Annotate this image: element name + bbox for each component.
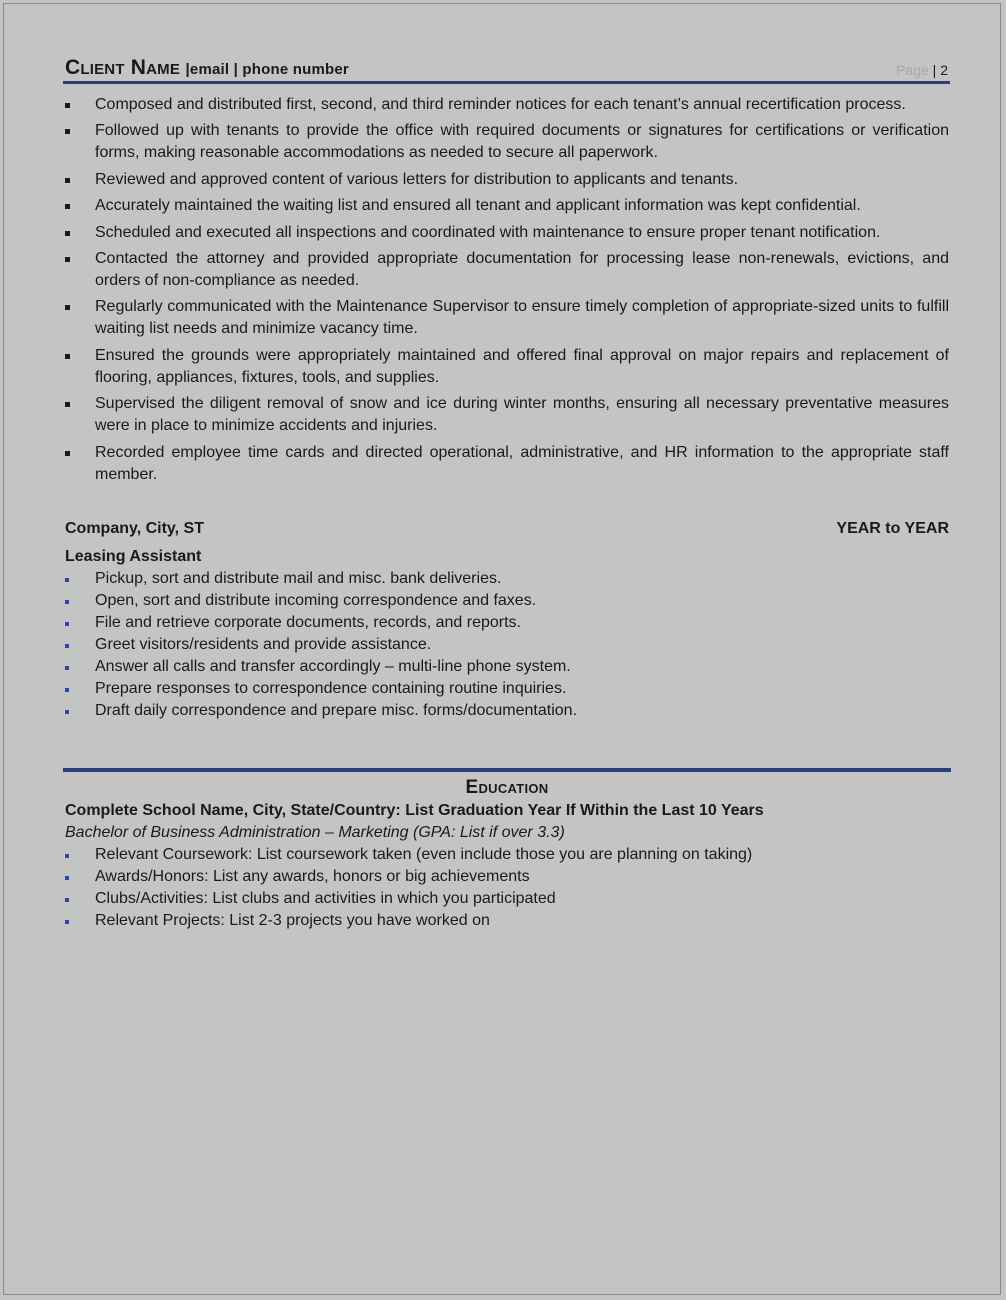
page-header xyxy=(63,56,950,84)
bullet-icon xyxy=(65,204,70,209)
section-divider xyxy=(63,768,951,772)
job1-bullet-list xyxy=(65,94,949,486)
list-item: Recorded employee time cards and directed operational, administrative, and HR information to the appropriate staff member. xyxy=(65,442,949,486)
client-name: Client Name xyxy=(65,56,181,79)
page-label: Page xyxy=(896,62,929,78)
bullet-icon xyxy=(65,257,70,262)
bullet-icon xyxy=(65,231,70,236)
bullet-icon xyxy=(65,578,69,582)
bullet-icon xyxy=(65,644,69,648)
degree-line: Bachelor of Business Administration – Marketing (GPA: List if over 3.3) xyxy=(65,824,565,841)
list-item: Ensured the grounds were appropriately maintained and offered final approval on major repairs and replacement of flooring, appliances, fixtures, tools, and supplies. xyxy=(65,345,949,389)
list-item: Draft daily correspondence and prepare misc. forms/documentation. xyxy=(65,700,949,722)
page-number-value: 2 xyxy=(940,62,948,78)
list-item: Clubs/Activities: List clubs and activities in which you participated xyxy=(65,888,949,910)
bullet-icon xyxy=(65,178,70,183)
list-item: Scheduled and executed all inspections and coordinated with maintenance to ensure proper tenant notification. xyxy=(65,222,949,244)
list-item: Reviewed and approved content of various letters for distribution to applicants and tenants. xyxy=(65,169,949,191)
bullet-icon xyxy=(65,710,69,714)
bullet-icon xyxy=(65,305,70,310)
bullet-icon xyxy=(65,688,69,692)
bullet-icon xyxy=(65,402,70,407)
school-line: Complete School Name, City, State/Country: List Graduation Year If Within the Last 10 Years xyxy=(65,802,764,819)
education-bullet-list xyxy=(65,844,949,932)
list-item: Relevant Coursework: List coursework taken (even include those you are planning on taking) xyxy=(65,844,949,866)
page-number xyxy=(896,62,948,78)
education-section xyxy=(65,800,949,932)
job2-company-row xyxy=(65,518,949,540)
resume-page xyxy=(3,3,1001,1295)
list-item: Supervised the diligent removal of snow and ice during winter months, ensuring all necessary preventative measures were in place to minimize accidents and injuries. xyxy=(65,393,949,437)
list-item: Accurately maintained the waiting list and ensured all tenant and applicant information was kept confidential. xyxy=(65,195,949,217)
job2-section xyxy=(65,518,949,722)
employment-dates: YEAR to YEAR xyxy=(836,520,949,537)
bullet-icon xyxy=(65,898,69,902)
bullet-icon xyxy=(65,600,69,604)
list-item: Greet visitors/residents and provide assistance. xyxy=(65,634,949,656)
job-title: Leasing Assistant xyxy=(65,548,202,565)
list-item: Awards/Honors: List any awards, honors or big achievements xyxy=(65,866,949,888)
list-item: Relevant Projects: List 2-3 projects you have worked on xyxy=(65,910,949,932)
bullet-icon xyxy=(65,622,69,626)
job1-duties xyxy=(65,94,949,490)
page-separator: | xyxy=(928,62,941,78)
bullet-icon xyxy=(65,920,69,924)
bullet-icon xyxy=(65,854,69,858)
list-item: Composed and distributed first, second, and third reminder notices for each tenant’s annual recertification process. xyxy=(65,94,949,116)
job2-bullet-list xyxy=(65,568,949,722)
list-item: File and retrieve corporate documents, records, and reports. xyxy=(65,612,949,634)
client-name-line xyxy=(65,56,349,80)
list-item: Open, sort and distribute incoming correspondence and faxes. xyxy=(65,590,949,612)
bullet-icon xyxy=(65,876,69,880)
bullet-icon xyxy=(65,103,70,108)
contact-info: |email | phone number xyxy=(185,61,349,78)
bullet-icon xyxy=(65,451,70,456)
bullet-icon xyxy=(65,666,69,670)
list-item: Contacted the attorney and provided appropriate documentation for processing lease non-renewals, evictions, and orders of non-compliance as needed. xyxy=(65,248,949,292)
list-item: Regularly communicated with the Maintenance Supervisor to ensure timely completion of appropriate-sized units to fulfill waiting list needs and minimize vacancy time. xyxy=(65,296,949,340)
list-item: Prepare responses to correspondence containing routine inquiries. xyxy=(65,678,949,700)
education-heading: Education xyxy=(465,777,549,798)
bullet-icon xyxy=(65,129,70,134)
list-item: Answer all calls and transfer accordingly – multi-line phone system. xyxy=(65,656,949,678)
list-item: Followed up with tenants to provide the office with required documents or signatures for certifications or verification forms, making reasonable accommodations as needed to secure all paperwork. xyxy=(65,120,949,164)
bullet-icon xyxy=(65,354,70,359)
company-name: Company, City, ST xyxy=(65,520,204,537)
list-item: Pickup, sort and distribute mail and misc. bank deliveries. xyxy=(65,568,949,590)
